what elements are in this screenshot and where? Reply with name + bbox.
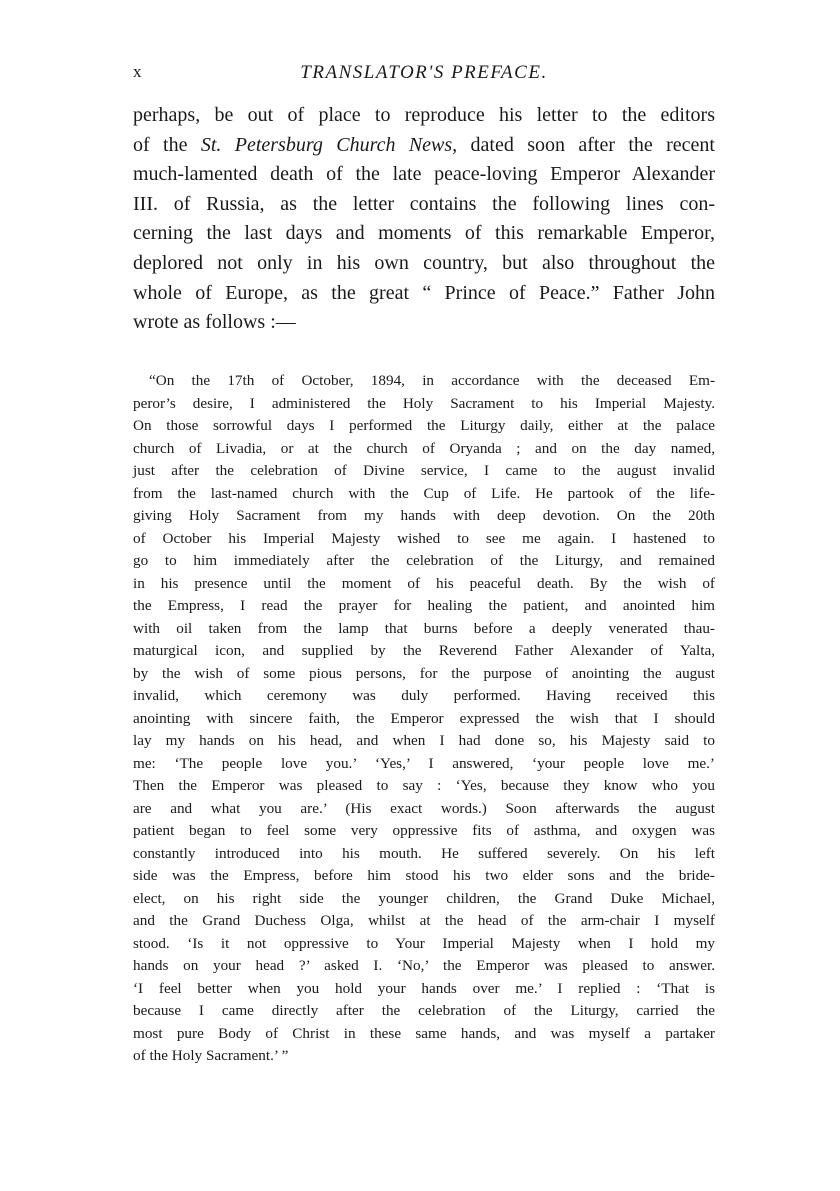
quote-line: elect, on his right side the younger children, the Grand Duke Michael, (133, 889, 715, 907)
intro-paragraph (133, 101, 715, 338)
quote-line: constantly introduced into his mouth. He suffered severely. On his left (133, 844, 715, 862)
quote-line: in his presence until the moment of his peaceful death. By the wish of (133, 574, 715, 592)
intro-line: deplored not only in his own country, but also throughout the (133, 251, 715, 274)
intro-line: III. of Russia, as the letter contains the following lines con- (133, 192, 715, 215)
page-number: x (133, 62, 142, 81)
quote-line: with oil taken from the lamp that burns before a deeply venerated thau- (133, 619, 715, 637)
intro-line: whole of Europe, as the great “ Prince of Peace.” Father John (133, 281, 715, 304)
quote-line: Then the Emperor was pleased to say : ‘Yes, because they know who you (133, 777, 715, 794)
running-title: TRANSLATOR'S PREFACE. (300, 62, 548, 83)
quote-line: most pure Body of Christ in these same hands, and was myself a partaker (133, 1024, 715, 1042)
intro-line: perhaps, be out of place to reproduce his letter to the editors (133, 104, 715, 126)
quote-line: stood. ‘Is it not oppressive to Your Imperial Majesty when I hold my (133, 934, 715, 952)
intro-line: wrote as follows :— (133, 311, 296, 334)
quote-line: ‘I feel better when you hold your hands over me.’ I replied : ‘That is (133, 979, 715, 997)
quote-line: go to him immediately after the celebration of the Liturgy, and remained (133, 552, 715, 569)
quote-line: just after the celebration of Divine service, I came to the august invalid (133, 462, 715, 479)
quote-line: lay my hands on his head, and when I had done so, his Majesty said to (133, 732, 715, 749)
quote-line: On those sorrowful days I performed the Liturgy daily, either at the palace (133, 417, 715, 434)
quote-line: are and what you are.’ (His exact words.) Soon afterwards the august (133, 799, 715, 817)
intro-line (133, 131, 715, 161)
intro-line: cerning the last days and moments of this remarkable Emperor, (133, 222, 715, 245)
quote-line: hands on your head ?’ asked I. ‘No,’ the Emperor was pleased to answer. (133, 957, 715, 974)
quote-line: patient began to feel some very oppressive fits of asthma, and oxygen was (133, 822, 715, 839)
intro-line: much-lamented death of the late peace-loving Emperor Alexander (133, 163, 715, 186)
quote-line: from the last-named church with the Cup of Life. He partook of the life- (133, 484, 715, 502)
quote-line: the Empress, I read the prayer for healing the patient, and anointed him (133, 597, 715, 614)
publication-title: St. Petersburg Church News, (200, 133, 458, 156)
quote-line: and the Grand Duchess Olga, whilst at the head of the arm-chair I myself (133, 912, 715, 929)
quote-line: of the Holy Sacrament.’ ” (133, 1047, 289, 1064)
quote-line: peror’s desire, I administered the Holy Sacrament to his Imperial Majesty. (133, 394, 715, 412)
quote-line: maturgical icon, and supplied by the Reverend Father Alexander of Yalta, (133, 642, 715, 659)
quote-line: because I came directly after the celebration of the Liturgy, carried the (133, 1002, 715, 1019)
quote-line: giving Holy Sacrament from my hands with deep devotion. On the 20th (133, 507, 715, 524)
quote-line: anointing with sincere faith, the Emperor expressed the wish that I should (133, 709, 715, 727)
intro-text: of the (133, 133, 201, 156)
quote-line: invalid, which ceremony was duly performed. Having received this (133, 687, 715, 704)
quote-line: of October his Imperial Majesty wished to see me again. I hastened to (133, 529, 715, 547)
quote-line: church of Livadia, or at the church of Oryanda ; and on the day named, (133, 439, 715, 457)
quoted-letter (133, 370, 715, 1068)
quote-line: side was the Empress, before him stood his two elder sons and the bride- (133, 867, 715, 884)
page-header (133, 62, 715, 88)
intro-text: dated soon after the recent (457, 133, 715, 156)
quote-line: me: ‘The people love you.’ ‘Yes,’ I answered, ‘your people love me.’ (133, 754, 715, 772)
quote-line: “On the 17th of October, 1894, in accordance with the deceased Em- (149, 372, 715, 389)
quote-line: by the wish of some pious persons, for the purpose of anointing the august (133, 664, 715, 682)
